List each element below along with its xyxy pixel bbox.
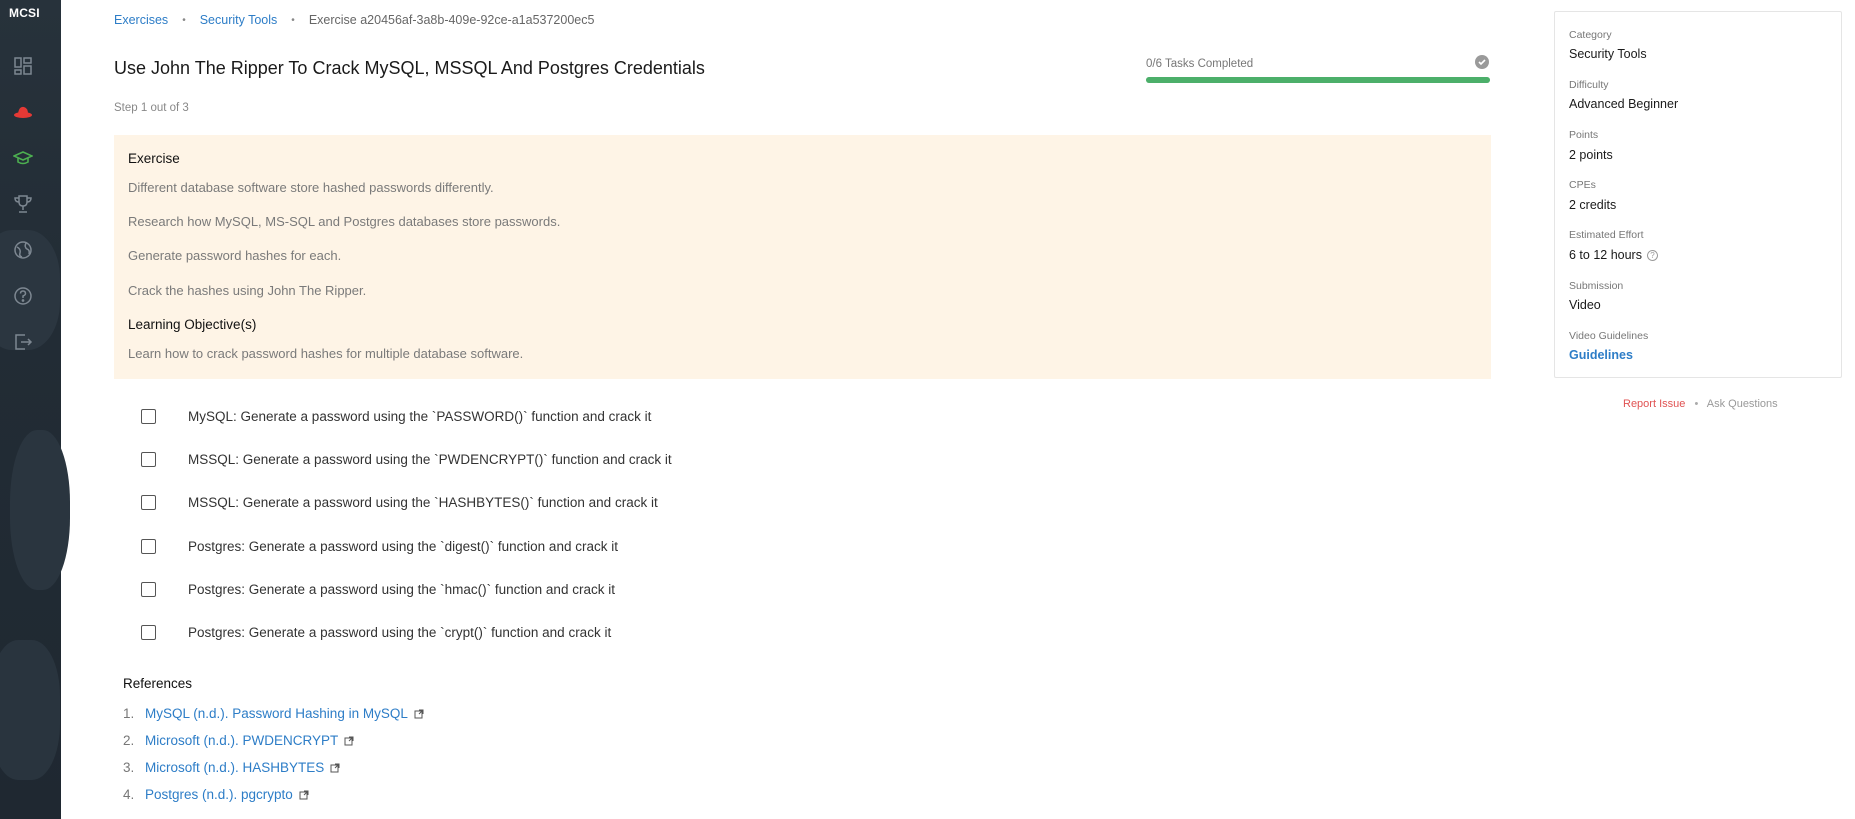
exercise-heading: Exercise bbox=[128, 151, 180, 166]
sidebar bbox=[0, 0, 61, 819]
ask-questions-link[interactable]: Ask Questions bbox=[1706, 398, 1778, 410]
difficulty-value: Advanced Beginner bbox=[1569, 97, 1679, 111]
progress-label: 0/6 Tasks Completed bbox=[1146, 58, 1254, 70]
step-indicator: Step 1 out of 3 bbox=[114, 102, 189, 114]
exercise-line: Different database software store hashed passwords differently. bbox=[128, 180, 494, 195]
reference-link[interactable]: Microsoft (n.d.). PWDENCRYPT bbox=[145, 733, 339, 748]
video-guidelines-label: Video Guidelines bbox=[1569, 330, 1649, 342]
reference-item bbox=[123, 706, 424, 721]
external-link-icon bbox=[414, 709, 424, 719]
difficulty-label: Difficulty bbox=[1569, 79, 1609, 91]
redhat-icon[interactable] bbox=[13, 102, 33, 122]
task-checkbox[interactable] bbox=[141, 582, 156, 597]
breadcrumb bbox=[114, 13, 594, 27]
task-item[interactable] bbox=[141, 580, 615, 598]
exercise-line: Crack the hashes using John The Ripper. bbox=[128, 283, 367, 298]
breadcrumb-separator: • bbox=[291, 14, 295, 26]
check-circle-icon bbox=[1475, 55, 1489, 69]
help-circle-icon[interactable] bbox=[13, 286, 33, 306]
separator: • bbox=[1694, 398, 1699, 410]
guidelines-link[interactable]: Guidelines bbox=[1569, 348, 1633, 362]
task-checkbox[interactable] bbox=[141, 625, 156, 640]
task-checkbox[interactable] bbox=[141, 495, 156, 510]
task-label: MSSQL: Generate a password using the `PWDENCRYPT()` function and crack it bbox=[188, 451, 672, 467]
points-value: 2 points bbox=[1569, 148, 1613, 162]
reference-number: 4. bbox=[123, 787, 135, 802]
globe-icon[interactable] bbox=[13, 240, 33, 260]
exercise-line: Research how MySQL, MS-SQL and Postgres databases store passwords. bbox=[128, 214, 561, 229]
submission-value: Video bbox=[1569, 298, 1601, 312]
task-label: Postgres: Generate a password using the `hmac()` function and crack it bbox=[188, 581, 615, 597]
effort-value: 6 to 12 hours bbox=[1569, 248, 1642, 262]
submission-label: Submission bbox=[1569, 280, 1624, 292]
reference-link[interactable]: Microsoft (n.d.). HASHBYTES bbox=[145, 760, 325, 775]
external-link-icon bbox=[330, 763, 340, 773]
reference-number: 2. bbox=[123, 733, 135, 748]
task-item[interactable] bbox=[141, 623, 612, 641]
report-issue-link[interactable]: Report Issue bbox=[1623, 398, 1686, 410]
category-label: Category bbox=[1569, 29, 1612, 41]
reference-number: 1. bbox=[123, 706, 135, 721]
task-item[interactable] bbox=[141, 493, 658, 511]
cpes-label: CPEs bbox=[1569, 179, 1596, 191]
cpes-value: 2 credits bbox=[1569, 198, 1617, 212]
support-links bbox=[1623, 398, 1778, 410]
task-checkbox[interactable] bbox=[141, 409, 156, 424]
task-label: Postgres: Generate a password using the `crypt()` function and crack it bbox=[188, 624, 612, 640]
progress-bar bbox=[1146, 77, 1490, 83]
external-link-icon bbox=[344, 736, 354, 746]
task-item[interactable] bbox=[141, 407, 652, 425]
trophy-icon[interactable] bbox=[13, 194, 33, 214]
page-title: Use John The Ripper To Crack MySQL, MSSQL And Postgres Credentials bbox=[114, 58, 705, 78]
task-item[interactable] bbox=[141, 450, 672, 468]
reference-link[interactable]: MySQL (n.d.). Password Hashing in MySQL bbox=[145, 706, 408, 721]
task-item[interactable] bbox=[141, 537, 618, 555]
learning-objective-heading: Learning Objective(s) bbox=[128, 317, 257, 332]
effort-label: Estimated Effort bbox=[1569, 229, 1644, 241]
reference-number: 3. bbox=[123, 760, 135, 775]
task-label: MySQL: Generate a password using the `PASSWORD()` function and crack it bbox=[188, 408, 652, 424]
graduation-cap-icon[interactable] bbox=[13, 148, 33, 168]
reference-item bbox=[123, 733, 354, 748]
logo[interactable]: MCSI bbox=[9, 6, 40, 20]
task-label: MSSQL: Generate a password using the `HASHBYTES()` function and crack it bbox=[188, 494, 658, 510]
learning-objective-text: Learn how to crack password hashes for multiple database software. bbox=[128, 346, 524, 361]
breadcrumb-security-tools[interactable]: Security Tools bbox=[199, 13, 278, 27]
category-value: Security Tools bbox=[1569, 47, 1647, 61]
points-label: Points bbox=[1569, 129, 1599, 141]
exercise-panel bbox=[114, 135, 1491, 379]
help-icon[interactable]: ? bbox=[1647, 250, 1658, 261]
progress-bar-fill bbox=[1146, 77, 1490, 83]
breadcrumb-exercises[interactable]: Exercises bbox=[114, 13, 169, 27]
external-link-icon bbox=[299, 790, 309, 800]
reference-link[interactable]: Postgres (n.d.). pgcrypto bbox=[145, 787, 293, 802]
reference-item bbox=[123, 787, 309, 802]
effort-row bbox=[1569, 248, 1658, 262]
task-checkbox[interactable] bbox=[141, 452, 156, 467]
dashboard-icon[interactable] bbox=[13, 56, 33, 76]
breadcrumb-current: Exercise a20456af-3a8b-409e-92ce-a1a537200ec5 bbox=[308, 13, 595, 27]
exercise-line: Generate password hashes for each. bbox=[128, 248, 342, 263]
task-label: Postgres: Generate a password using the `digest()` function and crack it bbox=[188, 538, 618, 554]
exercise-info-panel bbox=[1554, 11, 1842, 378]
reference-item bbox=[123, 760, 340, 775]
references-heading: References bbox=[123, 676, 193, 691]
task-checkbox[interactable] bbox=[141, 539, 156, 554]
breadcrumb-separator: • bbox=[182, 14, 186, 26]
logout-icon[interactable] bbox=[13, 332, 33, 352]
